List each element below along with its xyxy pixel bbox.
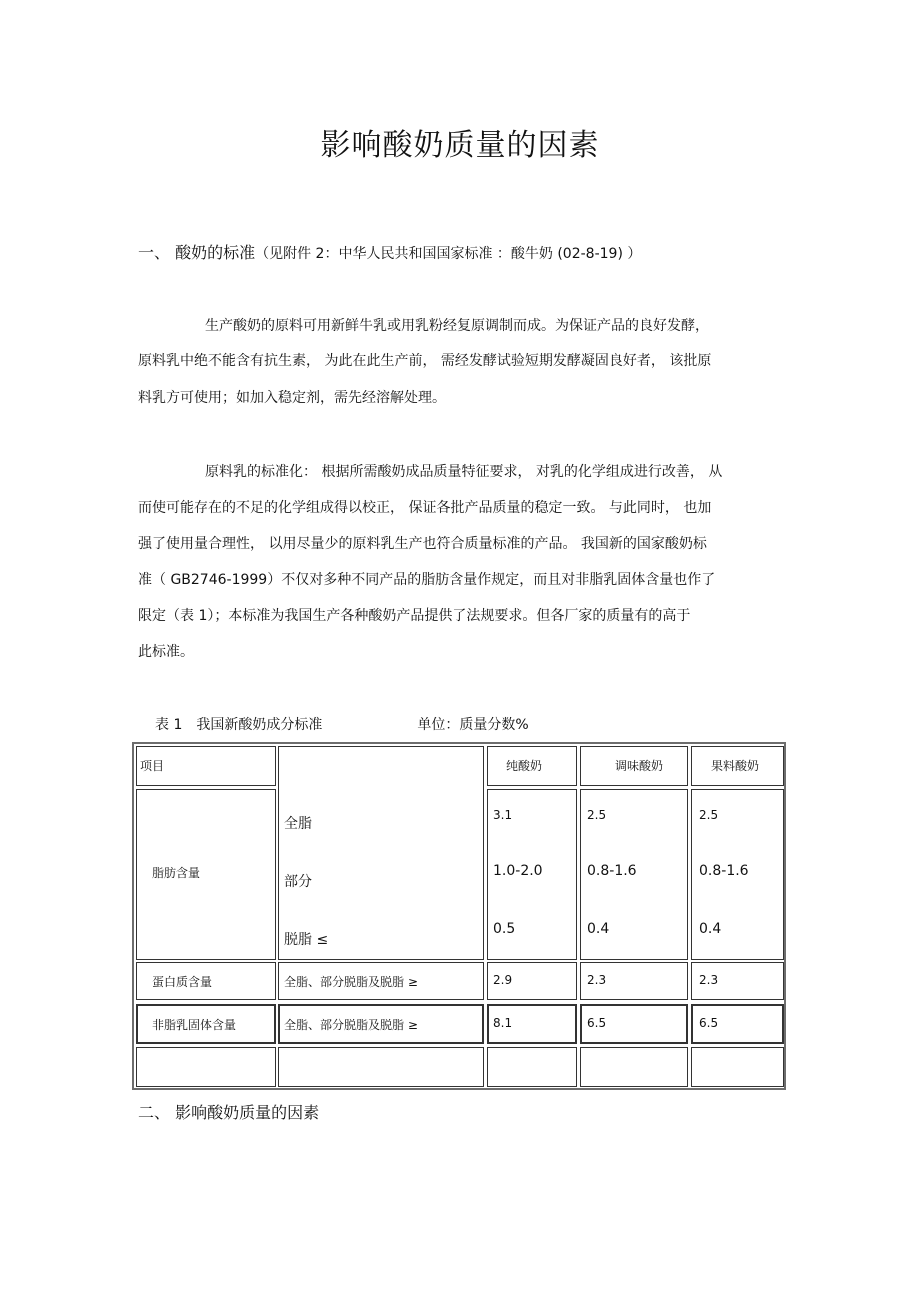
fat-sub-skim: 脱脂 ≤ bbox=[284, 932, 329, 948]
protein-value-2: 2.3 bbox=[587, 973, 607, 987]
empty-cell-4 bbox=[580, 1047, 688, 1087]
section-1-heading bbox=[138, 240, 641, 263]
table-unit: 单位：质量分数% bbox=[417, 717, 529, 733]
fat-value-full-2: 2.5 bbox=[587, 808, 607, 822]
empty-cell-5 bbox=[691, 1047, 784, 1087]
table-caption-title: 表 1 我国新酸奶成分标准 bbox=[155, 717, 323, 733]
snf-col-3-cell bbox=[691, 1004, 784, 1044]
fat-col-2-cell bbox=[580, 789, 688, 960]
fat-value-partial-2: 0.8-1.6 bbox=[587, 863, 637, 879]
para2-line-3: 强了使用量合理性， 以用尽量少的原料乳生产也符合质量标准的产品。 我国新的国家酸奶标 bbox=[138, 536, 707, 552]
fat-col-1-cell bbox=[487, 789, 577, 960]
page-title: 影响酸奶质量的因素 bbox=[320, 128, 600, 163]
header-col-2-cell bbox=[580, 746, 688, 786]
protein-col-2-cell bbox=[580, 962, 688, 1000]
protein-sub: 全脂、部分脱脂及脱脂 ≥ bbox=[284, 975, 418, 989]
snf-value-3: 6.5 bbox=[699, 1016, 719, 1030]
protein-col-3-cell bbox=[691, 962, 784, 1000]
protein-value-1: 2.9 bbox=[493, 973, 513, 987]
para1-line-1: 生产酸奶的原料可用新鲜牛乳或用乳粉经复原调制而成。为保证产品的良好发酵， bbox=[205, 318, 709, 334]
snf-value-2: 6.5 bbox=[587, 1016, 607, 1030]
protein-sub-cell bbox=[278, 962, 484, 1000]
header-col-3-cell bbox=[691, 746, 784, 786]
empty-cell-1 bbox=[136, 1047, 276, 1087]
fat-value-full-1: 3.1 bbox=[493, 808, 513, 822]
header-item-cell bbox=[136, 746, 276, 786]
snf-col-1-cell bbox=[487, 1004, 577, 1044]
section-2-heading: 二、 影响酸奶质量的因素 bbox=[138, 1103, 320, 1122]
snf-sub-cell bbox=[278, 1004, 484, 1044]
header-col-1: 纯酸奶 bbox=[506, 759, 543, 773]
fat-value-full-3: 2.5 bbox=[699, 808, 719, 822]
fat-value-partial-3: 0.8-1.6 bbox=[699, 863, 749, 879]
fat-sub-partial: 部分 bbox=[284, 874, 312, 890]
fat-sub-full: 全脂 bbox=[284, 816, 312, 832]
empty-cell-2 bbox=[278, 1047, 484, 1087]
protein-label: 蛋白质含量 bbox=[152, 975, 213, 989]
para1-line-2: 原料乳中绝不能含有抗生素， 为此在此生产前， 需经发酵试验短期发酵凝固良好者， 该批原 bbox=[138, 353, 712, 369]
para2-line-6: 此标准。 bbox=[138, 644, 194, 660]
snf-col-2-cell bbox=[580, 1004, 688, 1044]
fat-value-skim-1: 0.5 bbox=[493, 921, 516, 937]
fat-label-cell bbox=[136, 789, 276, 960]
para2-line-4: 准（ GB2746-1999）不仅对多种不同产品的脂肪含量作规定，而且对非脂乳固体含量也作了 bbox=[138, 572, 716, 588]
fat-col-3-cell bbox=[691, 789, 784, 960]
para2-line-2: 而使可能存在的不足的化学组成得以校正， 保证各批产品质量的稳定一致。 与此同时， 也加 bbox=[138, 500, 712, 516]
section-1-note: （见附件 2：中华人民共和国国家标准 ：酸牛奶 (02-8-19) ） bbox=[255, 246, 642, 262]
header-col-3: 果料酸奶 bbox=[711, 759, 760, 773]
snf-value-1: 8.1 bbox=[493, 1016, 513, 1030]
snf-label-cell bbox=[136, 1004, 276, 1044]
fat-label: 脂肪含量 bbox=[152, 866, 201, 880]
para2-line-1: 原料乳的标准化： 根据所需酸奶成品质量特征要求， 对乳的化学组成进行改善， 从 bbox=[205, 464, 723, 480]
fat-value-partial-1: 1.0-2.0 bbox=[493, 863, 543, 879]
sub-column-cell bbox=[278, 746, 484, 960]
para2-line-5: 限定（表 1）；本标准为我国生产各种酸奶产品提供了法规要求。但各厂家的质量有的高于 bbox=[138, 608, 691, 624]
section-1-heading-text: 一、 酸奶的标准 bbox=[138, 243, 256, 262]
snf-label: 非脂乳固体含量 bbox=[152, 1018, 237, 1032]
protein-label-cell bbox=[136, 962, 276, 1000]
protein-col-1-cell bbox=[487, 962, 577, 1000]
protein-value-3: 2.3 bbox=[699, 973, 719, 987]
fat-value-skim-2: 0.4 bbox=[587, 921, 610, 937]
table-caption bbox=[155, 714, 529, 734]
empty-cell-3 bbox=[487, 1047, 577, 1087]
header-col-1-cell bbox=[487, 746, 577, 786]
fat-value-skim-3: 0.4 bbox=[699, 921, 722, 937]
header-col-2: 调味酸奶 bbox=[615, 759, 664, 773]
header-item: 项目 bbox=[140, 759, 165, 773]
snf-sub: 全脂、部分脱脂及脱脂 ≥ bbox=[284, 1018, 418, 1032]
para1-line-3: 料乳方可使用；如加入稳定剂，需先经溶解处理。 bbox=[138, 390, 446, 406]
